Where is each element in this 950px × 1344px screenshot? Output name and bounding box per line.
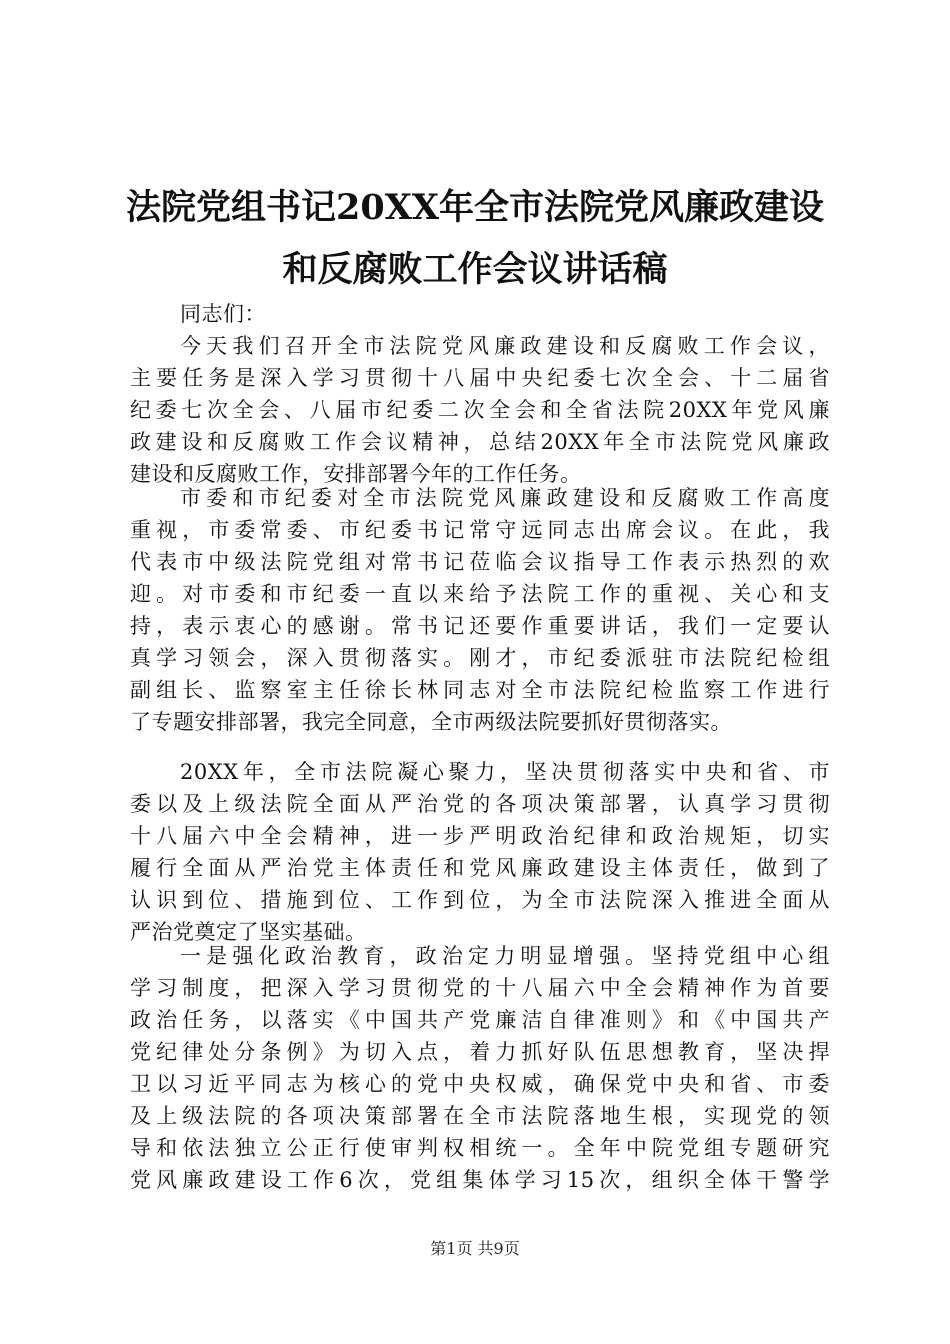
paragraph-line: 政治任务，以落实《中国共产党廉洁自律准则》和《中国共产 bbox=[130, 1008, 830, 1032]
paragraph-1 bbox=[130, 330, 830, 490]
paragraph-line: 党纪律处分条例》为切入点，着力抓好队伍思想教育，坚决捍 bbox=[130, 1040, 830, 1064]
paragraph-line: 今天我们召开全市法院党风廉政建设和反腐败工作会议， bbox=[180, 334, 830, 358]
paragraph-line: 认识到位、措施到位、工作到位，为全市法院深入推进全面从 bbox=[130, 888, 830, 912]
paragraph-line: 真学习领会，深入贯彻落实。刚才，市纪委派驻市法院纪检组 bbox=[130, 646, 830, 670]
paragraph-line: 迎。对市委和市纪委一直以来给予法院工作的重视、关心和支 bbox=[130, 582, 830, 606]
paragraph-line: 十八届六中全会精神，进一步严明政治纪律和政治规矩，切实 bbox=[130, 824, 830, 848]
paragraph-line: 重视，市委常委、市纪委书记常守远同志出席会议。在此，我 bbox=[130, 518, 830, 542]
paragraph-line: 了专题安排部署，我完全同意，全市两级法院要抓好贯彻落实。 bbox=[130, 710, 732, 734]
paragraph-line: 一是强化政治教育，政治定力明显增强。坚持党组中心组 bbox=[180, 944, 830, 968]
paragraph-line: 严治党奠定了坚实基础。 bbox=[130, 920, 367, 944]
paragraph-line: 及上级法院的各项决策部署在全市法院落地生根，实现党的领 bbox=[130, 1104, 830, 1128]
paragraph-line: 导和依法独立公正行使审判权相统一。全年中院党组专题研究 bbox=[130, 1136, 830, 1160]
paragraph-3 bbox=[130, 756, 830, 948]
paragraph-2 bbox=[130, 482, 830, 738]
paragraph-4 bbox=[130, 940, 830, 1196]
paragraph-line: 卫以习近平同志为核心的党中央权威，确保党中央和省、市委 bbox=[130, 1072, 830, 1096]
paragraph-line: 政建设和反腐败工作会议精神，总结20XX年全市法院党风廉政 bbox=[130, 430, 830, 454]
paragraph-line: 委以及上级法院全面从严治党的各项决策部署，认真学习贯彻 bbox=[130, 792, 830, 816]
salutation: 同志们： bbox=[180, 302, 266, 326]
paragraph-line: 市委和市纪委对全市法院党风廉政建设和反腐败工作高度 bbox=[180, 486, 830, 510]
paragraph-line: 学习制度，把深入学习贯彻党的十八届六中全会精神作为首要 bbox=[130, 976, 830, 1000]
page-number-footer: 第1页 共9页 bbox=[430, 1239, 520, 1258]
paragraph-line: 履行全面从严治党主体责任和党风廉政建设主体责任，做到了 bbox=[130, 856, 830, 880]
document-title-line-1: 法院党组书记20XX年全市法院党风廉政建设 bbox=[125, 187, 825, 228]
paragraph-line: 副组长、监察室主任徐长林同志对全市法院纪检监察工作进行 bbox=[130, 678, 830, 702]
paragraph-line: 纪委七次全会、八届市纪委二次全会和全省法院20XX年党风廉 bbox=[130, 398, 830, 422]
paragraph-line: 党风廉政建设工作6次，党组集体学习15次，组织全体干警学 bbox=[130, 1168, 830, 1192]
paragraph-line: 主要任务是深入学习贯彻十八届中央纪委七次全会、十二届省 bbox=[130, 366, 830, 390]
paragraph-line: 持，表示衷心的感谢。常书记还要作重要讲话，我们一定要认 bbox=[130, 614, 830, 638]
paragraph-line: 20XX年，全市法院凝心聚力，坚决贯彻落实中央和省、市 bbox=[180, 760, 830, 784]
paragraph-line: 代表市中级法院党组对常书记莅临会议指导工作表示热烈的欢 bbox=[130, 550, 830, 574]
document-title-line-2: 和反腐败工作会议讲话稿 bbox=[282, 249, 668, 290]
salutation-block bbox=[130, 298, 830, 330]
paragraph-line: 建设和反腐败工作，安排部署今年的工作任务。 bbox=[130, 462, 582, 486]
